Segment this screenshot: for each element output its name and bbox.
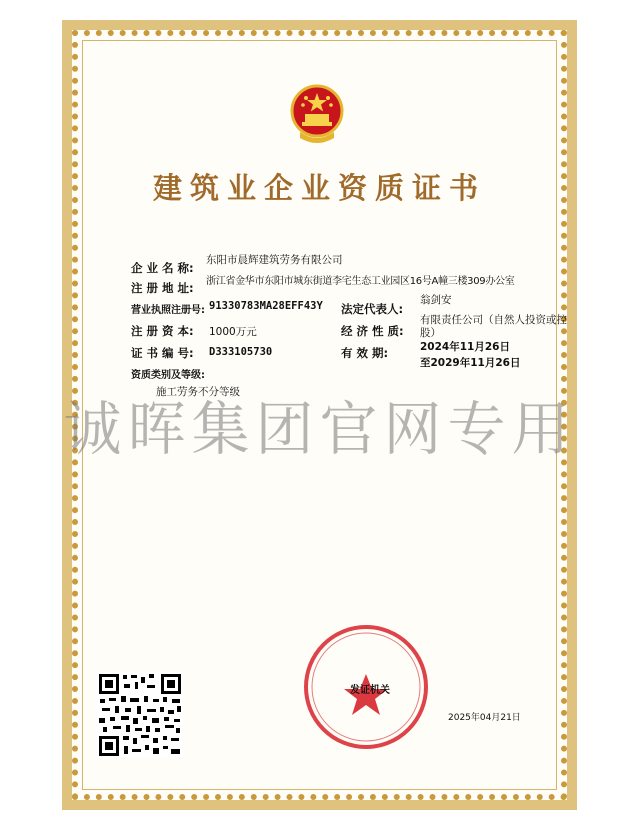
license-no-value: 91330783MA28EFF43Y: [209, 300, 323, 312]
qualification-value: 施工劳务不分等级: [156, 386, 240, 398]
validity-to-value: 至2029年11月26日: [420, 357, 521, 369]
national-emblem-icon: [290, 84, 344, 146]
license-no-label: 营业执照注册号:: [131, 305, 205, 316]
cert-no-label: 证 书 编 号:: [131, 346, 194, 360]
issue-date: 2025年04月21日: [448, 713, 521, 723]
address-label: 注 册 地 址:: [131, 281, 194, 295]
econ-type-label: 经 济 性 质:: [341, 324, 404, 338]
qr-code-icon: [97, 672, 183, 758]
econ-type-value-line2: 股）: [420, 327, 441, 339]
company-name-value: 东阳市晨辉建筑劳务有限公司: [206, 254, 343, 266]
address-value: 浙江省金华市东阳市城东街道李宅生态工业园区16号A幢三楼309办公室: [206, 276, 515, 287]
legal-rep-value: 翁剑安: [420, 294, 452, 306]
watermark-text: 诚晖集团官网专用: [63, 395, 576, 463]
validity-from-value: 2024年11月26日: [420, 341, 510, 353]
econ-type-value-line1: 有限责任公司（自然人投资或控: [420, 314, 567, 326]
issuer-label: 发证机关: [350, 685, 390, 696]
legal-rep-label: 法定代表人:: [341, 302, 404, 316]
certificate-title: 建筑业企业资质证书: [152, 171, 486, 205]
capital-value: 1000万元: [209, 326, 257, 338]
cert-no-value: D333105730: [209, 346, 273, 358]
qualification-label: 资质类别及等级:: [131, 370, 205, 381]
company-name-label: 企 业 名 称:: [131, 261, 194, 275]
validity-label: 有 效 期:: [341, 346, 389, 360]
capital-label: 注 册 资 本:: [131, 324, 194, 338]
